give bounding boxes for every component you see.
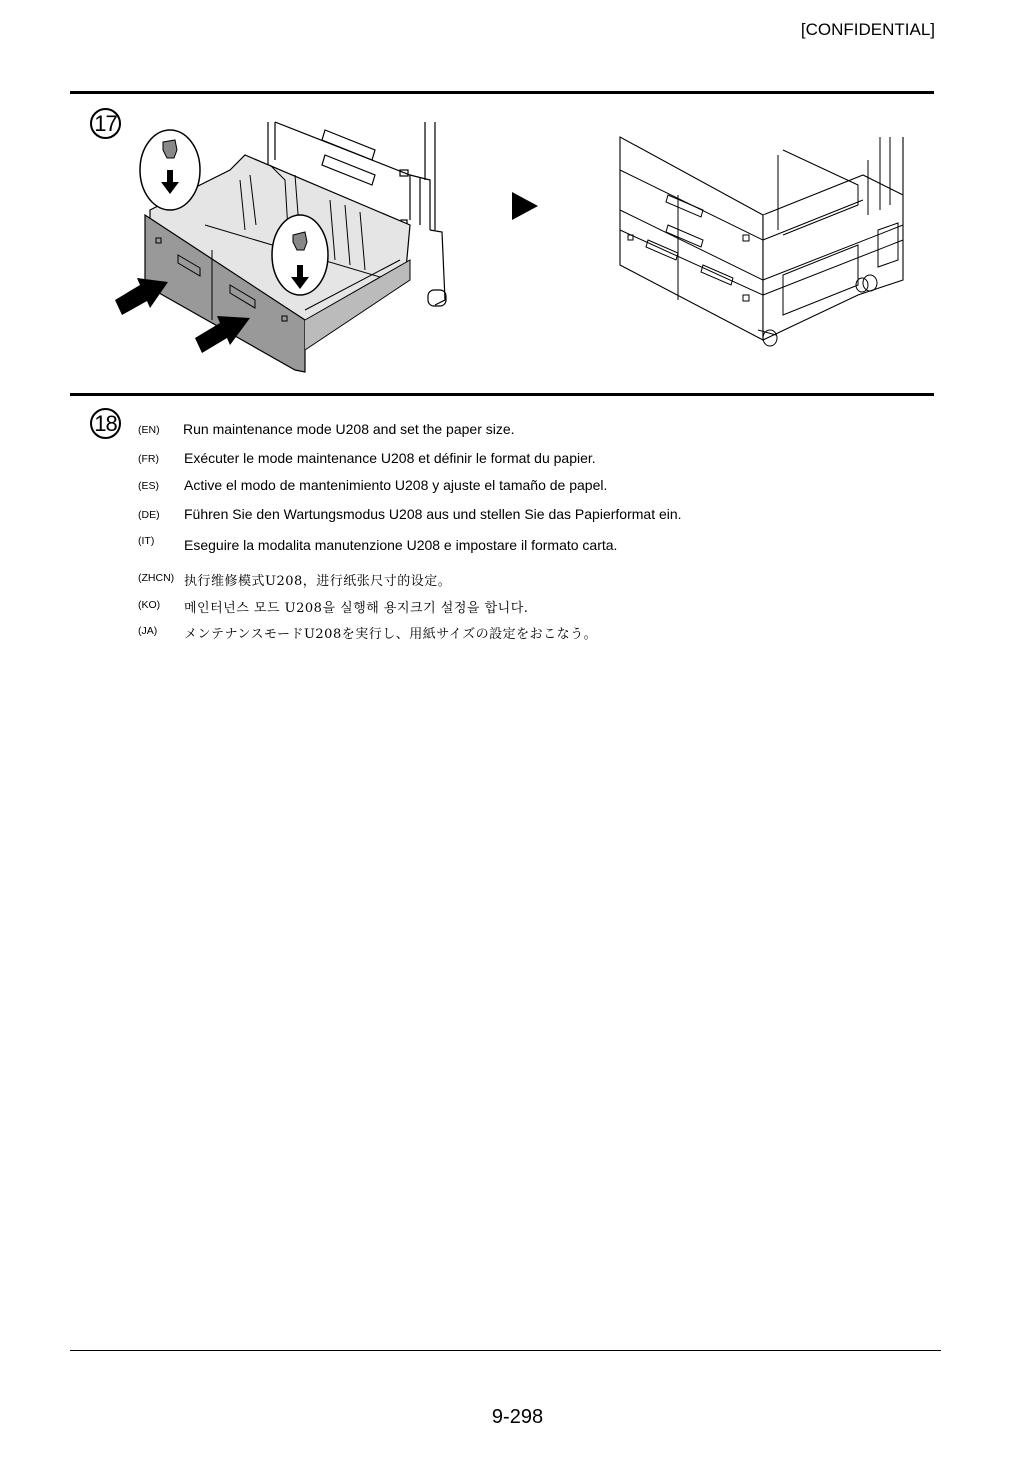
- language-code: (IT): [138, 535, 155, 547]
- instruction-text: Eseguire la modalita manutenzione U208 e impostare il formato carta.: [184, 537, 618, 553]
- drawer-push-illustration: [110, 120, 455, 375]
- language-code: (ZHCN): [138, 572, 175, 584]
- next-step-arrow-icon: [510, 190, 540, 222]
- instruction-text: メンテナンスモードU208を実行し、用紙サイズの設定をおこなう。: [184, 627, 598, 642]
- language-code: (KO): [138, 599, 161, 611]
- language-code: (DE): [138, 509, 160, 521]
- language-code: (ES): [138, 480, 159, 492]
- footer-divider: [70, 1350, 941, 1351]
- instruction-text: Active el modo de mantenimiento U208 y ajuste el tamaño de papel.: [184, 477, 608, 493]
- step-number-18: 18: [90, 408, 121, 439]
- language-code: (JA): [138, 625, 158, 637]
- step-number-17: 17: [90, 108, 121, 139]
- machine-closed-illustration: [618, 135, 910, 350]
- instruction-text: 执行维修模式U208，进行纸张尺寸的设定。: [184, 574, 452, 589]
- section-divider-middle: [70, 393, 934, 396]
- section-divider-top: [70, 91, 934, 94]
- page-number: 9-298: [491, 1406, 544, 1428]
- language-code: (EN): [138, 424, 160, 436]
- instruction-text: 메인터넌스 모드 U208을 실행해 용지크기 설정을 합니다.: [184, 601, 529, 616]
- confidential-label: [CONFIDENTIAL]: [800, 20, 935, 39]
- instruction-text: Führen Sie den Wartungsmodus U208 aus und stellen Sie das Papierformat ein.: [184, 506, 682, 522]
- language-code: (FR): [138, 453, 159, 465]
- instruction-text: Run maintenance mode U208 and set the paper size.: [183, 421, 515, 437]
- instruction-text: Exécuter le mode maintenance U208 et définir le format du papier.: [184, 450, 596, 466]
